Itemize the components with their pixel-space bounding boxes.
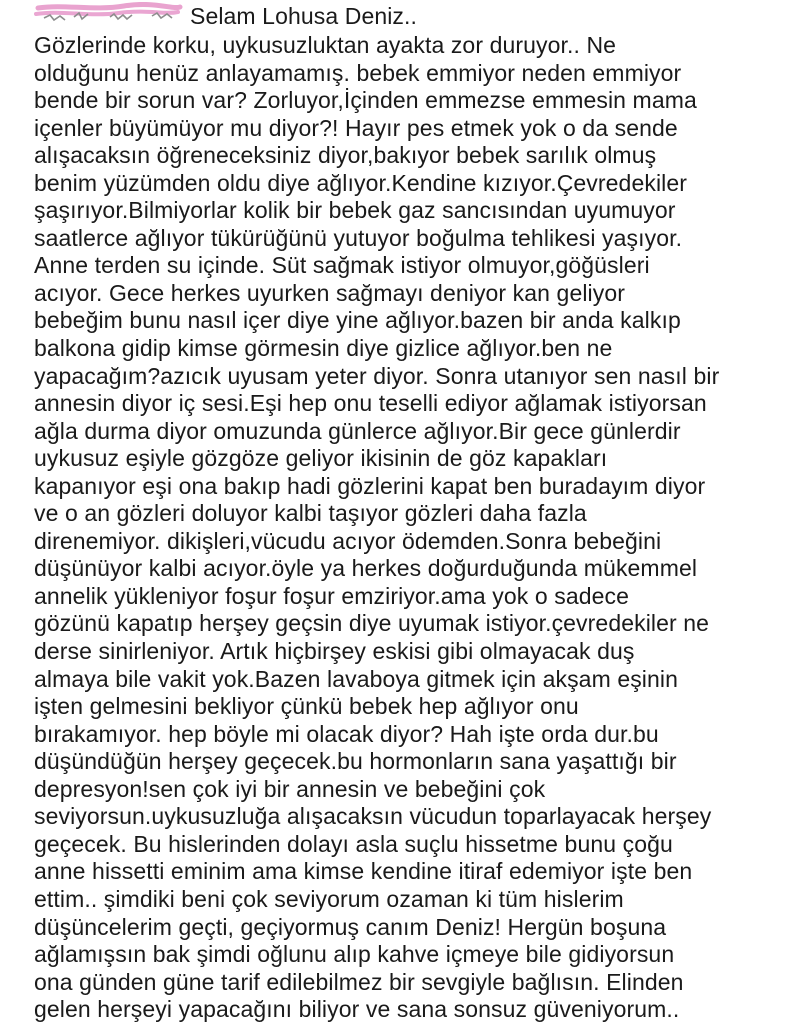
post-text-line: annesin diyor iç sesi.Eşi hep onu teselli ediyor ağlamak istiyorsan — [34, 390, 707, 417]
post-text-line: düşüncelerim geçti, geçiyormuş canım Deniz! Hergün boşuna — [34, 913, 667, 940]
post-text-line: olduğunu henüz anlayamamış. bebek emmiyor neden emmiyor — [34, 59, 682, 86]
post-text-line: düşünüyor kalbi acıyor.öyle ya herkes doğurduğunda mükemmel — [34, 555, 698, 582]
post-text-line: yapacağım?azıcık uyusam yeter diyor. Sonra utanıyor sen nasıl bir — [34, 362, 720, 389]
post-text-line: depresyon!sen çok iyi bir annesin ve bebeğini çok — [34, 775, 546, 802]
post-text-line: şaşırıyor.Bilmiyorlar kolik bir bebek gaz sancısından uyumuyor — [34, 197, 676, 224]
post-text-line: işten gelmesini bekliyor çünkü bebek hep ağlıyor onu — [34, 693, 579, 720]
post-header — [34, 0, 417, 32]
post-text-line: içenler büyümüyor mu diyor?! Hayır pes etmek yok o da sende — [34, 114, 678, 141]
redaction-scribble-icon — [34, 2, 184, 30]
post-text-line: gelen herşeyi yapacağını biliyor ve sana sonsuz güveniyorum.. — [34, 996, 680, 1023]
post-text-line: bırakamıyor. hep böyle mi olacak diyor? Hah işte orda dur.bu — [34, 720, 659, 747]
post-greeting: Selam Lohusa Deniz.. — [190, 3, 418, 29]
post-text-line: benim yüzümden oldu diye ağlıyor.Kendine kızıyor.Çevredekiler — [34, 169, 688, 196]
post-text-line: geçecek. Bu hislerinden dolayı asla suçlu hissetme bunu çoğu — [34, 830, 673, 857]
post-text-line: derse sinirleniyor. Artık hiçbirşey eskisi gibi olmayacak duş — [34, 638, 635, 665]
post-text-line: ve o an gözleri doluyor kalbi taşıyor gözleri daha fazla — [34, 500, 587, 527]
post-text-line: ağla durma diyor omuzunda günlerce ağlıyor.Bir gece günlerdir — [34, 417, 681, 444]
post-text-line: acıyor. Gece herkes uyurken sağmayı deniyor kan geliyor — [34, 279, 626, 306]
post-text-line: anne hissetti eminim ama kimse kendine itiraf edemiyor işte ben — [34, 858, 693, 885]
post-text-line: gözünü kapatıp herşey geçsin diye uyumak istiyor.çevredekiler ne — [34, 610, 710, 637]
post-text-line: ağlamışsın bak şimdi oğlunu alıp kahve içmeye bile gidiyorsun — [34, 941, 675, 968]
post-text-line: saatlerce ağlıyor tükürüğünü yutuyor boğulma tehlikesi yaşıyor. — [34, 224, 683, 251]
post-text-line: Anne terden su içinde. Süt sağmak istiyor olmuyor,göğüsleri — [34, 252, 650, 279]
post-text-line: direnemiyor. dikişleri,vücudu acıyor ödemden.Sonra bebeğini — [34, 527, 662, 554]
post-text-line: annelik yükleniyor foşur foşur emziriyor.ama yok o sadece — [34, 582, 630, 609]
post-text-line: bende bir sorun var? Zorluyor,İçinden emmezse emmesin mama — [34, 87, 697, 114]
post-text-line: alışacaksın öğreneceksiniz diyor,bakıyor bebek sarılık olmuş — [34, 142, 657, 169]
post-body — [34, 32, 784, 1024]
post-text-line: Gözlerinde korku, uykusuzluktan ayakta zor duruyor.. Ne — [34, 32, 617, 58]
post-text-line: almaya bile vakit yok.Bazen lavaboya gitmek için akşam eşinin — [34, 665, 679, 692]
post-text-line: düşündüğün herşey geçecek.bu hormonların sana yaşattığı bir — [34, 748, 677, 775]
post-text-line: bebeğim bunu nasıl içer diye yine ağlıyor.bazen bir anda kalkıp — [34, 307, 681, 334]
post-text-line: ona günden güne tarif edilebilmez bir sevgiyle bağlısın. Elinden — [34, 968, 684, 995]
post-text-line: kapanıyor eşi ona bakıp hadi gözlerini kapat ben buradayım diyor — [34, 472, 706, 499]
post-text-line: ettim.. şimdiki beni çok seviyorum ozaman ki tüm hislerim — [34, 885, 624, 912]
post-text-line: uykusuz eşiyle gözgöze geliyor ikisinin de göz kapakları — [34, 445, 608, 472]
post-text-line: balkona gidip kimse görmesin diye gizlice ağlıyor.ben ne — [34, 335, 613, 362]
post-text-line: seviyorsun.uykusuzluğa alışacaksın vücudun toparlayacak herşey — [34, 803, 712, 830]
